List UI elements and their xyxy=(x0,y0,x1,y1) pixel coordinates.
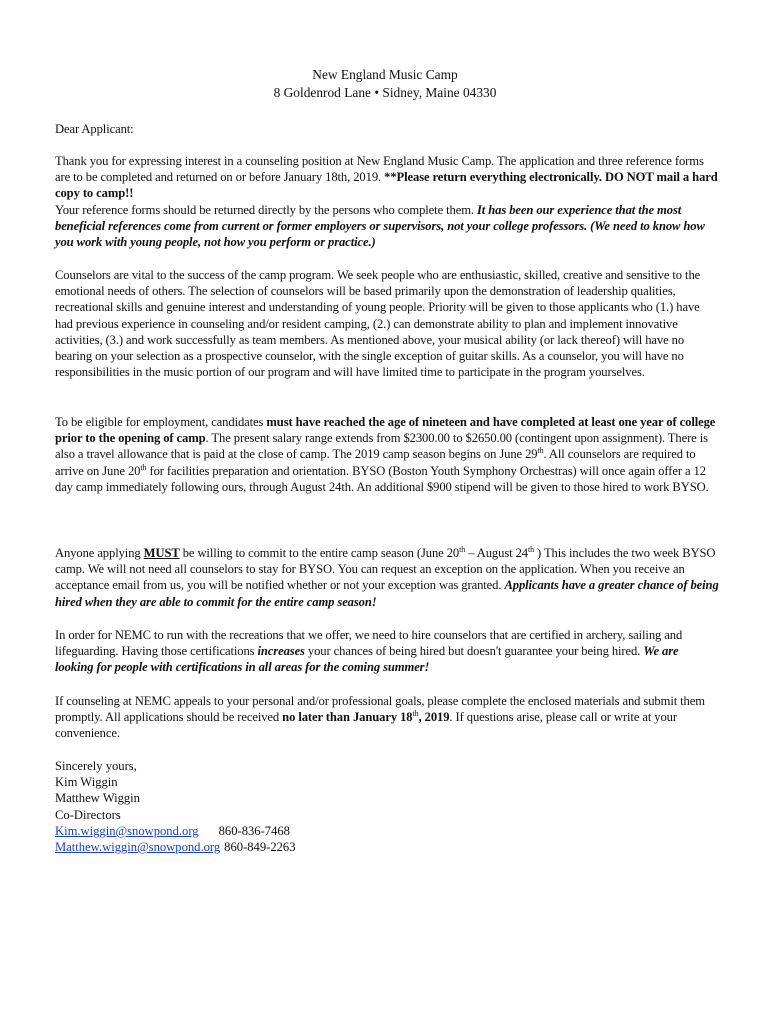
paragraph-certifications xyxy=(55,627,720,676)
signer-role: Co-Directors xyxy=(55,807,121,822)
text: – August 24 xyxy=(465,546,528,560)
phone-kim: 860-836-7468 xyxy=(218,823,290,838)
bold-text: must have reached the age of nineteen and have completed at least one year of college prior to the opening of camp xyxy=(55,415,716,446)
paragraph-closing xyxy=(55,693,720,742)
org-address: 8 Goldenrod Lane • Sidney, Maine 04330 xyxy=(273,85,497,100)
text: In order for NEMC to run with the recreations that we offer, we need to hire counselors that are certified in archery, sailing and lifeguarding. Having those certifications xyxy=(55,628,683,659)
text: your chances of being hired but doesn't guarantee your being hired. xyxy=(304,644,644,659)
superscript: th xyxy=(537,446,544,456)
contact-kim xyxy=(55,823,720,839)
superscript: th xyxy=(527,544,534,554)
text: . All counselors are required to arrive on June 20 xyxy=(55,447,696,478)
contact-matthew xyxy=(55,839,720,855)
paragraph-commitment xyxy=(55,545,720,610)
email-link-kim[interactable]: Kim.wiggin@snowpond.org xyxy=(55,823,199,838)
superscript: th xyxy=(140,462,147,472)
text: ) This includes the two week BYSO camp. We will not need all counselors to stay for BYSO. You can request an exception on the application. When you receive an acceptance email from us, you will be notified whether or not your exception was granted. xyxy=(55,546,716,593)
bold-text: **Please return everything electronically. DO NOT mail a hard copy to camp!! xyxy=(55,170,718,201)
superscript: th xyxy=(412,709,419,719)
text: Anyone applying xyxy=(55,546,144,560)
bold-text: , 2019 xyxy=(418,710,450,725)
bold-italic-text: It has been our experience that the most beneficial references come from current or former employers or supervisors, not your college professors. (We need to know how you work with young people, not how you perform or practice.) xyxy=(55,202,705,250)
letterhead xyxy=(0,66,770,102)
text: Your reference forms should be returned directly by the persons who complete them. xyxy=(55,202,477,217)
bold-underline-text: MUST xyxy=(143,546,180,560)
bold-italic-text: Applicants have a greater chance of being hired when they are able to commit for the entire camp season! xyxy=(55,578,719,609)
phone-matthew: 860-849-2263 xyxy=(224,840,296,855)
bold-text: no later than January 18 xyxy=(282,710,413,725)
paragraph-intro xyxy=(55,153,720,250)
paragraph-eligibility xyxy=(55,414,720,495)
signer-matthew: Matthew Wiggin xyxy=(55,791,140,806)
signature-block xyxy=(55,758,720,855)
email-link-matthew[interactable]: Matthew.wiggin@snowpond.org xyxy=(55,840,221,855)
text: for facilities preparation and orientation. BYSO (Boston Youth Symphony Orchestras) will once again offer a 12 day camp immediately following ours, through August 24th. An additional $900 stipend will be given to those hired to work BYSO. xyxy=(55,463,709,494)
bold-italic-text: We are looking for people with certifications in all areas for the coming summer! xyxy=(55,644,679,675)
text: If counseling at NEMC appeals to your personal and/or professional goals, please complete the enclosed materials and submit them promptly. All applications should be received xyxy=(55,694,705,725)
text: . The present salary range extends from $2300.00 to $2650.00 (contingent upon assignment). There is also a travel allowance that is paid at the close of camp. The 2019 camp season begins on June 29 xyxy=(55,431,708,462)
text: Thank you for expressing interest in a counseling position at New England Music Camp. The application and three reference forms are to be completed and returned on or before January 18th, 2019. xyxy=(55,154,704,185)
text: be willing to commit to the entire camp season (June 20 xyxy=(179,546,460,560)
greeting: Dear Applicant: xyxy=(55,122,134,136)
text: To be eligible for employment, candidates xyxy=(55,415,267,429)
signer-kim: Kim Wiggin xyxy=(55,775,118,790)
text: . If questions arise, please call or write at your convenience. xyxy=(55,710,677,741)
bold-italic-text: increases xyxy=(257,644,305,659)
closing-line: Sincerely yours, xyxy=(55,759,137,773)
org-name: New England Music Camp xyxy=(312,67,458,82)
superscript: th xyxy=(459,544,466,554)
paragraph-counselors xyxy=(55,267,720,380)
text: Counselors are vital to the success of the camp program. We seek people who are enthusiastic, skilled, creative and sensitive to the emotional needs of others. The selection of counselors will be based primarily upon the demonstration of leadership qualities, recreational skills and genuine interest and understanding of young people. Priority will be given to those applicants who (1.) have had previous experience in counseling and/or resident camping, (2.) can demonstrate ability to plan and implement innovative activities, (3.) and work successfully as team members. As mentioned above, your musical ability (or lack thereof) will have no bearing on your selection as a prospective counselor, with the single exception of guitar skills. As a counselor, you will have no responsibilities in the music portion of our program and will have limited time to participate in the program yourselves. xyxy=(55,268,701,380)
